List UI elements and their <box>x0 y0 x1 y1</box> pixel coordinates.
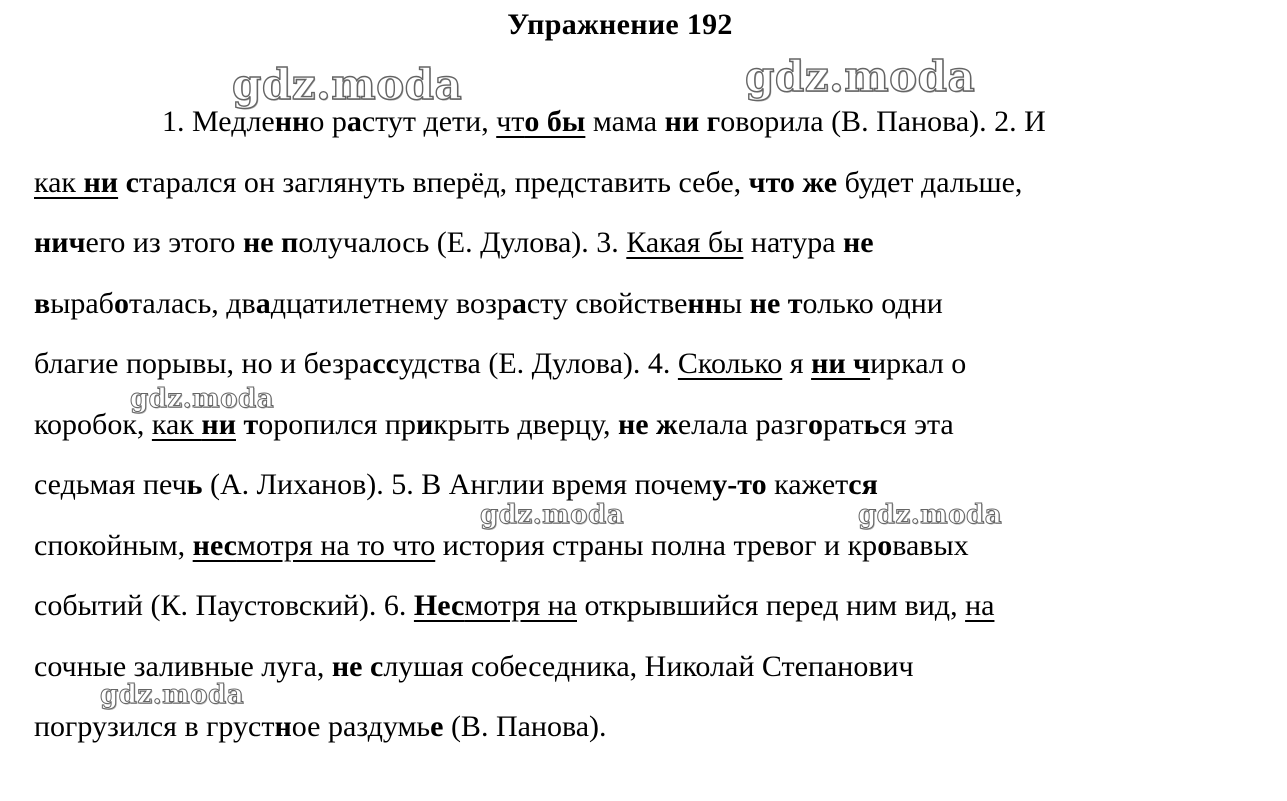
text-line: выработалась, двадцатилетнему возрасту свойственны не только одни <box>34 286 943 320</box>
text-line: погрузился в грустное раздумье (В. Панова). <box>34 710 607 743</box>
text-line: сочные заливные луга, не слушая собеседника, Николай Степанович <box>34 649 914 683</box>
text-line: благие порывы, но и безрассудства (Е. Дулова). 4. Сколько я ни чиркал о <box>34 347 967 380</box>
watermark-logo: gdz.moda <box>858 500 1003 530</box>
watermark-logo: gdz.moda <box>130 384 275 414</box>
watermark-logo: gdz.moda <box>232 60 463 109</box>
exercise-title: Упражнение 192 <box>507 8 733 41</box>
text-line: коробок, как ни торопился прикрыть дверцу, не желала разгораться эта <box>34 407 954 441</box>
text-line: ничего из этого не получалось (Е. Дулова). 3. Какая бы натура не <box>34 226 874 259</box>
text-line: 1. Медленно растут дети, что бы мама ни говорила (В. Панова). 2. И <box>162 105 1046 138</box>
text-line: спокойным, несмотря на то что история страны полна тревог и кровавых <box>34 528 969 562</box>
exercise-text <box>34 100 1244 766</box>
text-line: событий (К. Паустовский). 6. Несмотря на открывшийся перед ним вид, на <box>34 589 995 622</box>
text-line: седьмая печь (А. Лиханов). 5. В Англии время почему-то кажется <box>34 468 878 501</box>
watermark-logo: gdz.moda <box>480 500 625 530</box>
text-line: как ни старался он заглянуть вперёд, представить себе, что же будет дальше, <box>34 165 1023 199</box>
watermark-logo: gdz.moda <box>100 680 245 710</box>
watermark-logo: gdz.moda <box>745 52 976 101</box>
